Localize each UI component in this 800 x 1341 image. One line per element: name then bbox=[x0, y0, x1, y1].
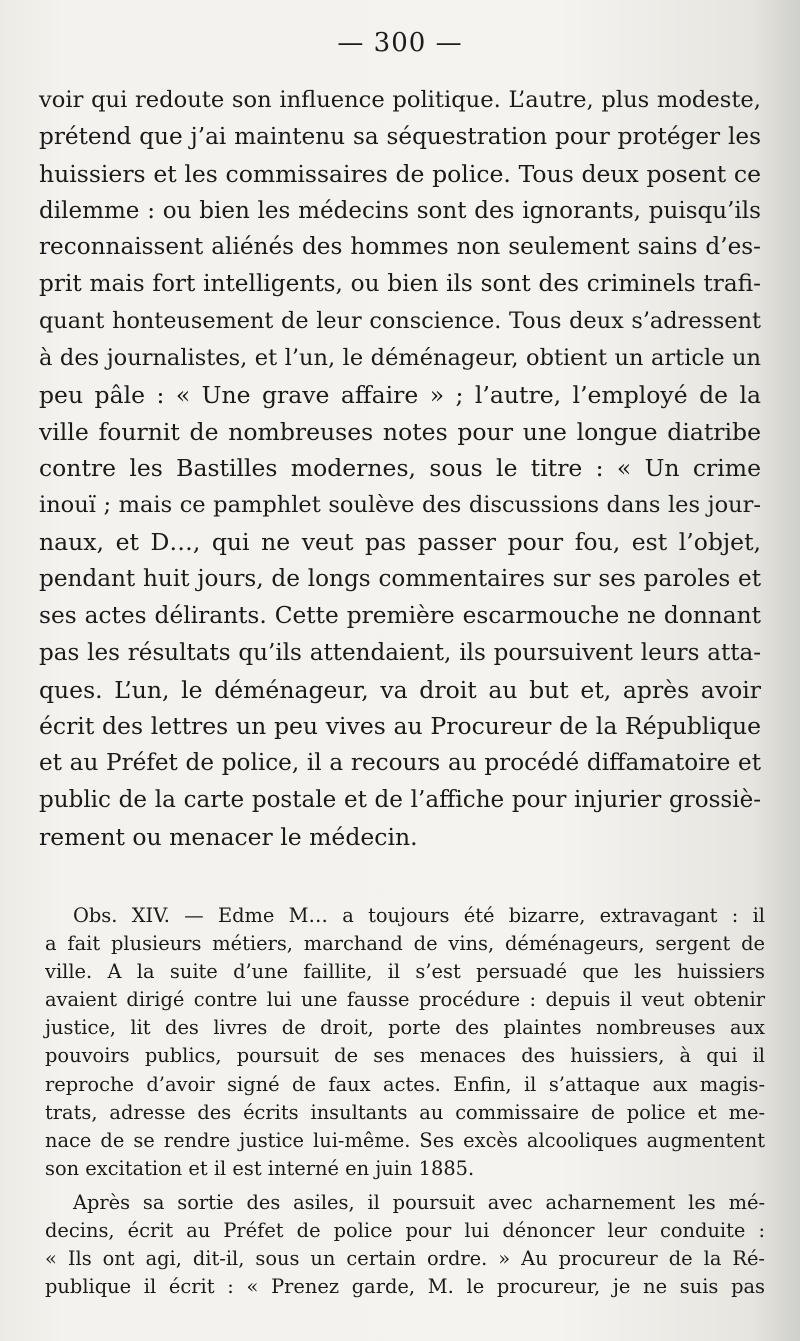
text-line: et au Préfet de police, il a recours au procédé diffamatoire et bbox=[39, 750, 761, 777]
text-line: à des journalistes, et l’un, le déménageur, obtient un article un bbox=[39, 344, 761, 371]
observation-line: publique il écrit : « Prenez garde, M. le procureur, je ne suis pas bbox=[45, 1275, 765, 1299]
text-line: public de la carte postale et de l’affiche pour injurier grossiè- bbox=[39, 787, 761, 814]
text-line: dilemme : ou bien les médecins sont des ignorants, puisqu’ils bbox=[39, 197, 761, 224]
text-line: pas les résultats qu’ils attendaient, ils poursuivent leurs atta- bbox=[39, 639, 761, 666]
observation-line: avaient dirigé contre lui une fausse procédure : depuis il veut obtenir bbox=[45, 988, 765, 1012]
observation-line: justice, lit des livres de droit, porte des plaintes nombreuses aux bbox=[45, 1016, 765, 1040]
text-line: pendant huit jours, de longs commentaires sur ses paroles et bbox=[39, 565, 761, 592]
text-line: prit mais fort intelligents, ou bien ils sont des criminels trafi- bbox=[39, 270, 761, 298]
observation-line: nace de se rendre justice lui-même. Ses excès alcooliques augmentent bbox=[45, 1128, 765, 1152]
observation-line: Obs. XIV. — Edme M… a toujours été bizarre, extravagant : il bbox=[73, 904, 765, 927]
text-line: écrit des lettres un peu vives au Procureur de la République bbox=[39, 712, 761, 741]
text-line: inouï ; mais ce pamphlet soulève des discussions dans les jour- bbox=[39, 492, 761, 519]
text-line: ques. L’un, le déménageur, va droit au but et, après avoir bbox=[39, 675, 761, 704]
main-paragraph bbox=[39, 82, 761, 856]
text-line: huissiers et les commissaires de police. Tous deux posent ce bbox=[39, 159, 761, 188]
observation-line: Après sa sortie des asiles, il poursuit avec acharnement les mé- bbox=[73, 1190, 765, 1214]
text-line: prétend que j’ai maintenu sa séquestration pour protéger les bbox=[39, 122, 761, 150]
page-number: — 300 — bbox=[337, 28, 463, 58]
text-line: rement ou menacer le médecin. bbox=[39, 822, 418, 851]
text-line: ses actes délirants. Cette première escarmouche ne donnant bbox=[39, 601, 761, 629]
text-line: ville fournit de nombreuses notes pour une longue diatribe bbox=[39, 417, 761, 446]
observation-line: pouvoirs publics, poursuit de ses menaces des huissiers, à qui il bbox=[45, 1044, 765, 1068]
observation-line: reproche d’avoir signé de faux actes. Enfin, il s’attaque aux magis- bbox=[45, 1072, 765, 1096]
observation-line: decins, écrit au Préfet de police pour lui dénoncer leur conduite : bbox=[45, 1219, 765, 1243]
text-line: reconnaissent aliénés des hommes non seulement sains d’es- bbox=[39, 234, 761, 261]
text-line: naux, et D…, qui ne veut pas passer pour fou, est l’objet, bbox=[39, 528, 761, 557]
observation-line: a fait plusieurs métiers, marchand de vins, déménageurs, sergent de bbox=[45, 932, 765, 956]
observation-line: son excitation et il est interné en juin 1885. bbox=[45, 1156, 475, 1180]
text-line: contre les Bastilles modernes, sous le titre : « Un crime bbox=[39, 454, 761, 483]
text-line: quant honteusement de leur conscience. Tous deux s’adressent bbox=[39, 308, 761, 335]
observation-block bbox=[45, 902, 765, 1301]
text-line: peu pâle : « Une grave affaire » ; l’autre, l’employé de la bbox=[39, 380, 761, 409]
observation-line: « Ils ont agi, dit-il, sous un certain ordre. » Au procureur de la Ré- bbox=[45, 1247, 765, 1271]
observation-line: trats, adresse des écrits insultants au commissaire de police et me- bbox=[45, 1100, 765, 1124]
text-line: voir qui redoute son influence politique. L’autre, plus modeste, bbox=[39, 87, 761, 113]
observation-line: ville. A la suite d’une faillite, il s’est persuadé que les huissiers bbox=[45, 960, 765, 984]
